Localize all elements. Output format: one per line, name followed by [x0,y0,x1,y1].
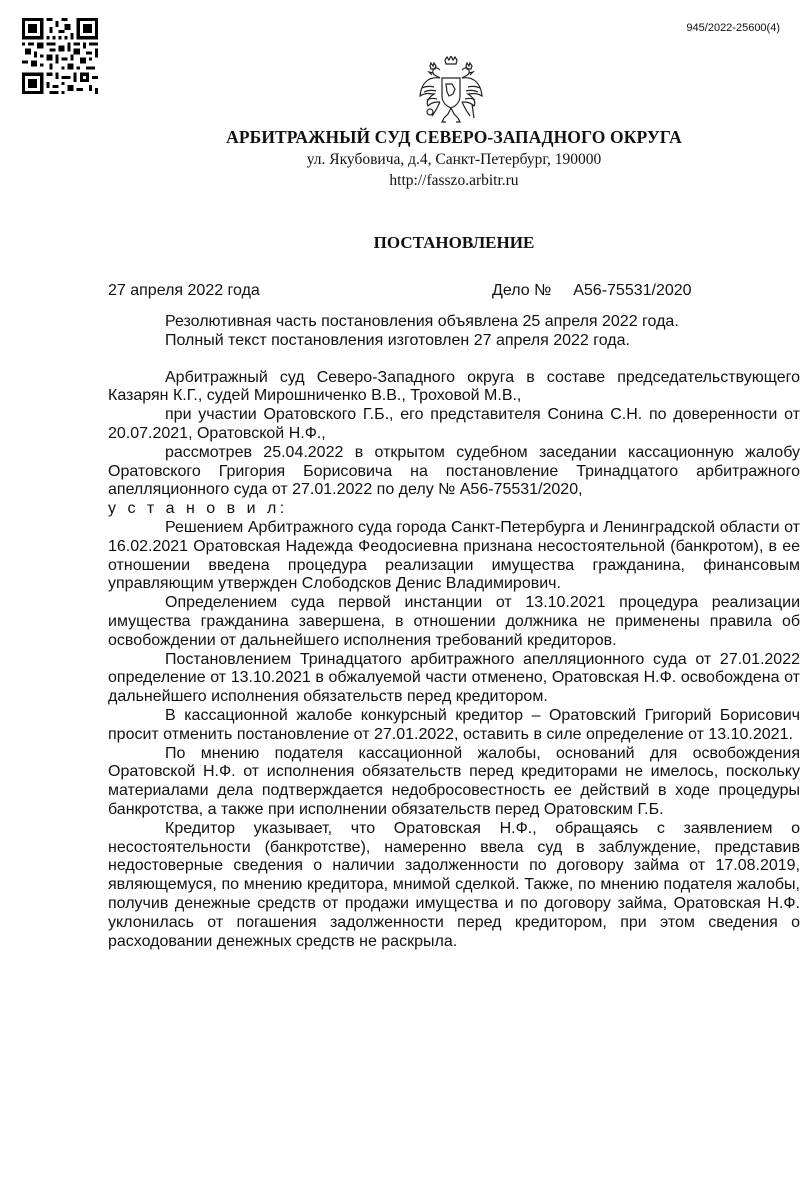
case-label: Дело № [492,282,552,299]
case-number: А56-75531/2020 [573,282,692,299]
qr-code-icon [22,18,98,94]
document-title: ПОСТАНОВЛЕНИЕ [373,233,535,252]
paragraph-first-instance: Определением суда первой инстанции от 13.10.2021 процедура реализации имущества гражданина завершена, в отношении должника не применены правила об освобождении от дальнейшего исполнения требований кредиторов. [108,594,800,649]
paragraph-appellant-opinion: По мнению подателя кассационной жалобы, оснований для освобождения Оратовской Н.Ф. от исполнения обязательств перед кредиторами не имелось, поскольку материалами дела подтверждается недобросовестность ее действий в ходе процедуры банкротства, а также при исполнении обязательств перед Оратовским Г.Б. [108,744,800,818]
paragraph-creditor-claims: Кредитор указывает, что Оратовская Н.Ф., обращаясь с заявлением о несостоятельности (банкротстве), намеренно ввела суд в заблуждение, представив недостоверные сведения о наличии задолженности по договору займа от 17.08.2019, являющемуся, по мнению кредитора, мнимой сделкой. Также, по мнению подателя жалобы, получив денежные средств от продажи имущества и по договору займа, Оратовская Н.Ф. уклонилась от погашения задолженности перед кредитором, при этом сведения о расходовании денежных средств не раскрыла. [108,819,800,950]
document-body [108,313,800,951]
court-address: ул. Якубовича, д.4, Санкт-Петербург, 190000 [306,151,602,168]
paragraph-participants: при участии Оратовского Г.Б., его представителя Сонина С.Н. по доверенности от 20.07.2021, Оратовской Н.Ф., [108,406,800,442]
court-website: http://fasszo.arbitr.ru [389,172,519,189]
paragraph-cassation-complaint: В кассационной жалобе конкурсный кредитор – Оратовский Григорий Борисович просит отменить постановление от 27.01.2022, оставить в силе определение от 13.10.2021. [108,706,800,743]
paragraph-resolution-announced: Резолютивная часть постановления объявлена 25 апреля 2022 года. [165,313,679,330]
paragraph-decision: Решением Арбитражного суда города Санкт-Петербурга и Ленинградской области от 16.02.2021 Оратовская Надежда Феодосиевна признана несостоятельной (банкротом), в ее отношении введена процедура реализации имущества гражданина, финансовым управляющим утвержден Слободсков Денис Владимирович. [108,518,800,593]
court-name: АРБИТРАЖНЫЙ СУД СЕВЕРО-ЗАПАДНОГО ОКРУГА [226,127,682,147]
paragraph-appeal: Постановлением Тринадцатого арбитражного апелляционного суда от 27.01.2022 определение от 13.10.2021 в обжалуемой части отменено, Оратовская Н.Ф. освобождена от дальнейшего исполнения обязательств перед кредитором. [108,650,800,706]
decision-date: 27 апреля 2022 года [108,282,260,299]
paragraph-full-text-date: Полный текст постановления изготовлен 27 апреля 2022 года. [165,331,630,349]
coat-of-arms-icon [418,56,484,126]
document-number: 945/2022-25600(4) [686,22,780,34]
paragraph-considering: рассмотрев 25.04.2022 в открытом судебном заседании кассационную жалобу Оратовского Григория Борисовича на постановление Тринадцатого арбитражного апелляционного суда от 27.01.2022 по делу № А56-75531/2020, [108,443,800,499]
paragraph-established: у с т а н о в и л: [108,500,288,518]
paragraph-court-composition: Арбитражный суд Северо-Западного округа в составе председательствующего Казарян К.Г., судей Мирошниченко В.В., Троховой М.В., [108,368,800,405]
case-info [492,282,692,300]
